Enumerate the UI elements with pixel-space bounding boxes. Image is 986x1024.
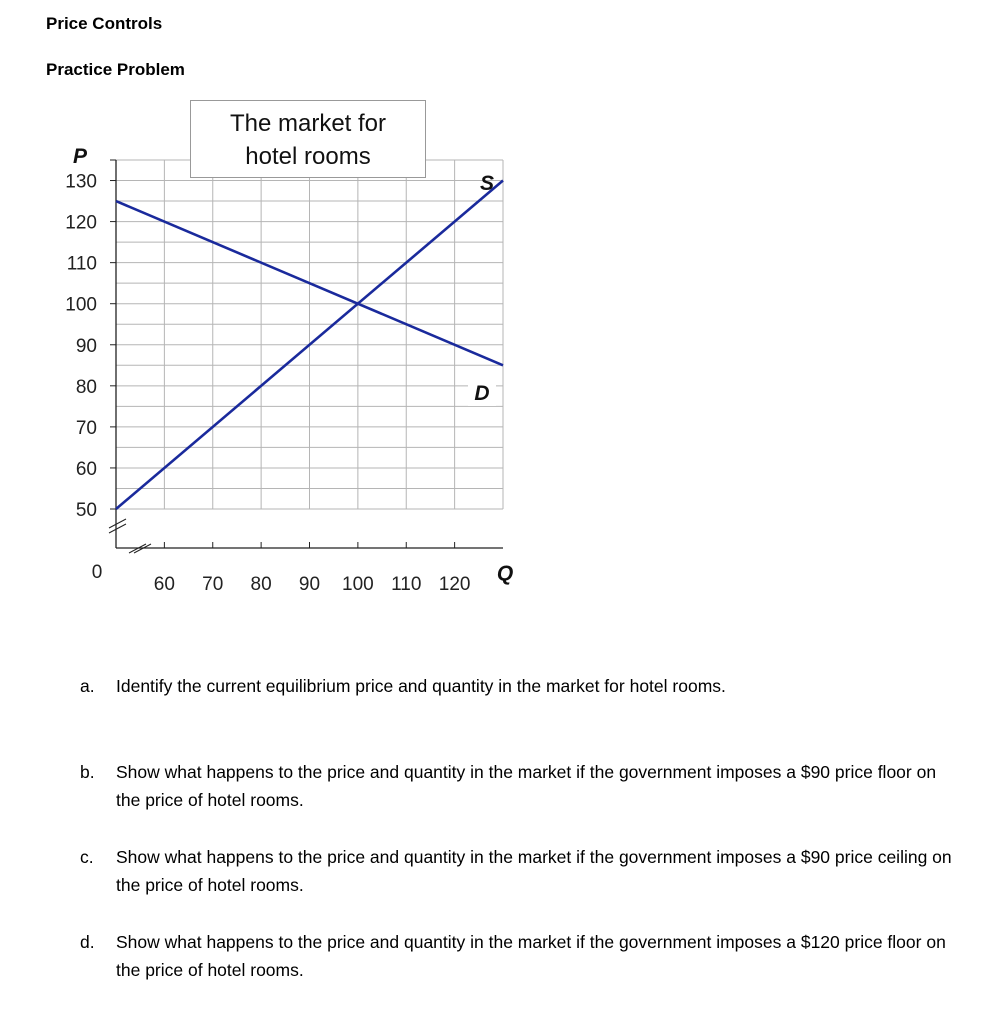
question-text: Show what happens to the price and quantity in the market if the government imposes a $120 price floor on the price of hotel rooms. <box>116 932 946 980</box>
chart-title-box <box>190 100 426 178</box>
x-tick-label: 100 <box>342 574 374 595</box>
x-tick-label: 60 <box>153 574 175 595</box>
x-axis-label: Q <box>496 562 514 585</box>
question-text: Identify the current equilibrium price and quantity in the market for hotel rooms. <box>116 676 726 696</box>
y-tick-label: 60 <box>75 458 97 480</box>
question-letter: b. <box>80 762 95 782</box>
series-s-label: S <box>479 172 495 195</box>
origin-label: 0 <box>91 562 103 583</box>
y-axis-break-mark <box>109 519 126 528</box>
x-tick-label: 90 <box>298 574 321 595</box>
x-tick-label: 120 <box>438 574 471 595</box>
x-tick-label: 80 <box>250 574 272 595</box>
y-tick-label: 130 <box>65 171 97 193</box>
question-letter: c. <box>80 847 94 867</box>
y-axis-label: P <box>72 145 88 168</box>
y-tick-label: 110 <box>66 253 97 275</box>
y-tick-label: 70 <box>75 417 97 439</box>
x-tick-label: 110 <box>391 574 422 595</box>
y-tick-label: 120 <box>65 212 97 234</box>
question-letter: a. <box>80 676 95 696</box>
question-text: Show what happens to the price and quantity in the market if the government imposes a $90 price floor on the price of hotel rooms. <box>116 762 937 810</box>
question-text: Show what happens to the price and quantity in the market if the government imposes a $90 price ceiling on the price of hotel rooms. <box>116 847 952 895</box>
chart-title-line-1: The market for <box>229 110 387 137</box>
y-tick-label: 90 <box>75 335 97 357</box>
y-tick-label: 50 <box>75 500 97 521</box>
y-tick-label: 100 <box>65 294 97 316</box>
x-tick-label: 70 <box>202 574 224 595</box>
document-subtitle: Practice Problem <box>46 60 185 79</box>
document-title: Price Controls <box>46 14 163 33</box>
series-d-label: D <box>474 382 490 405</box>
y-tick-label: 80 <box>75 376 97 398</box>
chart-title-line-2: hotel rooms <box>245 143 371 170</box>
y-axis-break-mark <box>109 524 126 533</box>
question-letter: d. <box>80 932 95 952</box>
